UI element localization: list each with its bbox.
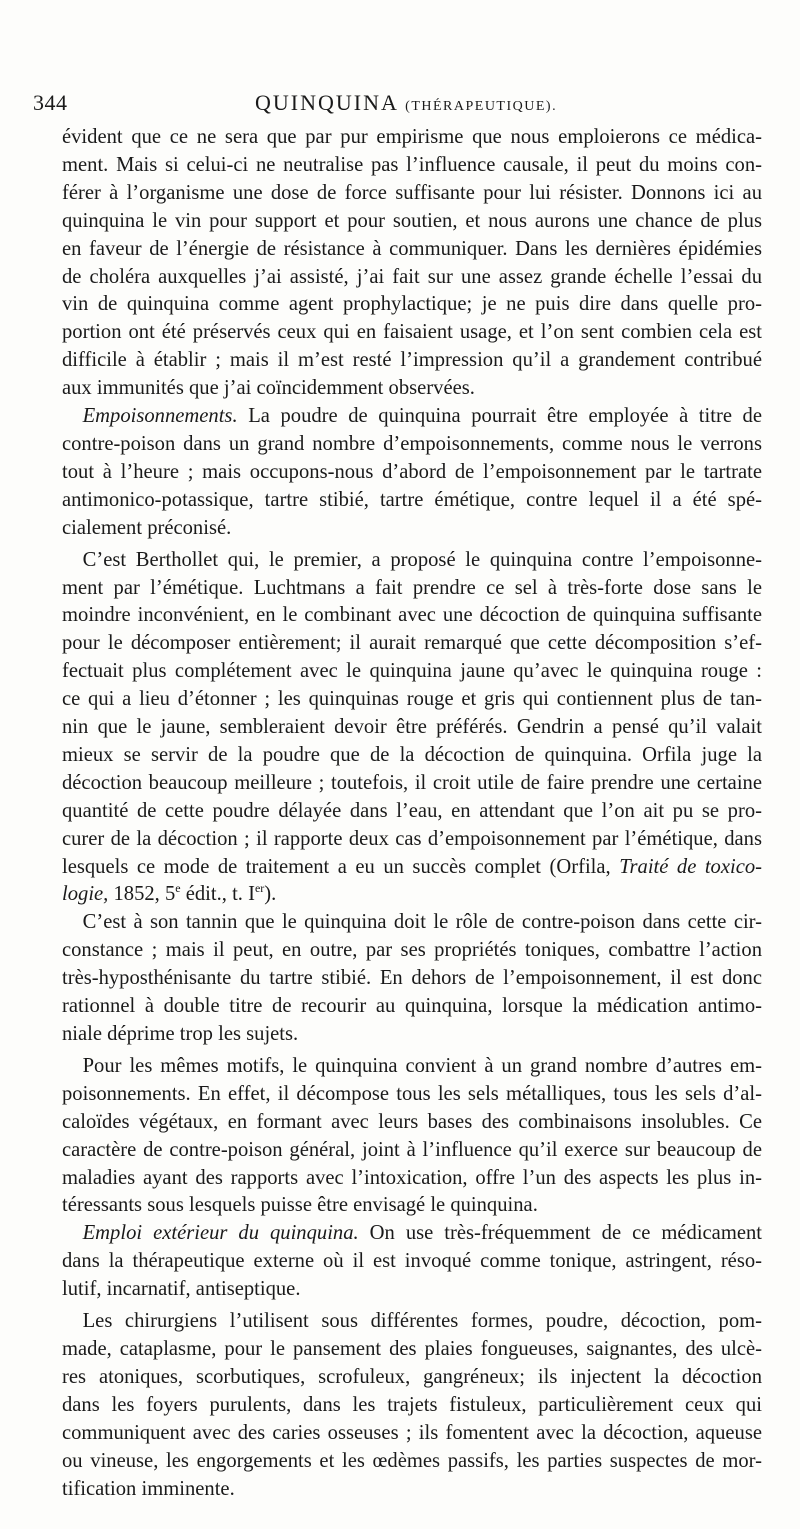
text-line: ment par l’émétique. Luchtmans a fait prendre ce sel à très-forte dose sans le bbox=[62, 576, 762, 599]
text-line: vin de quinquina comme agent prophylactique; je ne puis dire dans quelle pro- bbox=[62, 293, 762, 316]
text-line bbox=[62, 1220, 762, 1248]
text-line: made, cataplasme, pour le pansement des plaies fongueuses, saignantes, des ulcè- bbox=[62, 1337, 762, 1360]
text-line: difficile à établir ; mais il m’est resté l’impression qu’il a grandement contribué bbox=[62, 349, 762, 372]
citation-sup: er bbox=[254, 881, 265, 896]
text-line bbox=[62, 881, 762, 909]
text-line: mieux se servir de la poudre que de la décoction de quinquina. Orfila juge la bbox=[62, 743, 762, 766]
text-fragment: C’est à son tannin que le quinquina doit le rôle de contre-poison dans cette cir- bbox=[82, 911, 762, 934]
text-line: caloïdes végétaux, en formant avec leurs bases des combinaisons insolubles. Ce bbox=[62, 1110, 762, 1133]
text-line: quantité de cette poudre délayée dans l’eau, en attendant que l’on ait pu se pro- bbox=[62, 799, 762, 822]
text-line: contre-poison dans un grand nombre d’empoisonnements, comme nous le verrons bbox=[62, 432, 762, 455]
text-line: ou vineuse, les engorgements et les œdèmes passifs, les parties suspectes de mor- bbox=[62, 1449, 762, 1472]
text-fragment: lesquels ce mode de traitement a eu un succès complet (Orfila, bbox=[62, 855, 611, 878]
running-title-main: QUINQUINA bbox=[255, 90, 398, 115]
text-line: aux immunités que j’ai coïncidemment observées. bbox=[62, 377, 475, 400]
running-title bbox=[255, 90, 557, 116]
text-fragment: La poudre de quinquina pourrait être employée à titre de bbox=[237, 405, 762, 428]
paragraph-empoisonnements bbox=[62, 403, 762, 543]
text-line: téressants sous lesquels puisse être envisagé le quinquina. bbox=[62, 1194, 538, 1217]
text-line: constance ; mais il peut, en outre, par ses propriétés toniques, combattre l’action bbox=[62, 939, 762, 962]
text-line: portion ont été préservés ceux qui en faisaient usage, et l’on sent combien cela est bbox=[62, 321, 762, 344]
text-line: moindre inconvénient, en le combinant avec une décoction de quinquina suffisante bbox=[62, 604, 762, 627]
citation-year: 1852, 5 bbox=[108, 883, 176, 906]
text-line: fectuait plus complétement avec le quinquina jaune qu’avec le quinquina rouge : bbox=[62, 660, 762, 683]
text-line: rationnel à double titre de recourir au quinquina, lorsque la médication antimo- bbox=[62, 995, 762, 1018]
text-line bbox=[62, 1053, 762, 1081]
paragraph bbox=[62, 124, 762, 403]
text-line: tout à l’heure ; mais occupons-nous d’abord de l’empoisonnement par le tartrate bbox=[62, 460, 762, 483]
body-text bbox=[62, 124, 762, 1503]
paragraph bbox=[62, 1053, 762, 1220]
text-line: dans la thérapeutique externe où il est invoqué comme tonique, astringent, réso- bbox=[62, 1250, 762, 1273]
text-line bbox=[62, 909, 762, 937]
text-line: tification imminente. bbox=[62, 1477, 235, 1500]
paragraph-emploi-exterieur bbox=[62, 1220, 762, 1304]
text-line: maladies ayant des rapports avec l’intoxication, offre l’un des aspects les plus in- bbox=[62, 1166, 762, 1189]
text-fragment: On use très-fréquemment de ce médicament bbox=[358, 1222, 762, 1245]
paragraph bbox=[62, 1308, 762, 1503]
text-line: niale déprime trop les sujets. bbox=[62, 1023, 299, 1045]
running-head bbox=[33, 90, 763, 120]
text-line: évident que ce ne sera que par pur empirisme que nous emploierons ce médica- bbox=[62, 126, 762, 148]
citation-sup: e bbox=[175, 881, 181, 896]
text-line: dans les foyers purulents, dans les trajets fistuleux, particulièrement ceux qui bbox=[62, 1393, 762, 1416]
text-line: pour le décomposer entièrement; il aurait remarqué que cette décomposition s’ef- bbox=[62, 632, 762, 655]
text-line: décoction beaucoup meilleure ; toutefois, il croit utile de faire prendre une certaine bbox=[62, 771, 762, 794]
paragraph bbox=[62, 547, 762, 910]
text-line bbox=[62, 854, 762, 882]
paragraph bbox=[62, 909, 762, 1049]
citation-end: ). bbox=[264, 883, 277, 906]
citation-title: Traité de toxico- bbox=[619, 855, 762, 878]
text-fragment: Pour les mêmes motifs, le quinquina convient à un grand nombre d’autres em- bbox=[82, 1054, 762, 1077]
text-line: très-hyposthénisante du tartre stibié. En dehors de l’empoisonnement, il est donc bbox=[62, 967, 762, 990]
text-line bbox=[62, 547, 762, 575]
text-line: ce qui a lieu d’étonner ; les quinquinas rouge et gris qui contiennent plus de tan- bbox=[62, 688, 762, 711]
text-line: lutif, incarnatif, antiseptique. bbox=[62, 1278, 301, 1301]
text-line: antimonico-potassique, tartre stibié, tartre émétique, contre lequel il a été spé- bbox=[62, 488, 762, 511]
text-line bbox=[62, 1308, 762, 1336]
text-line: nin que le jaune, sembleraient devoir être préférés. Gendrin a pensé qu’il valait bbox=[62, 716, 762, 739]
text-line: res atoniques, scorbutiques, scrofuleux, gangréneux; ils injectent la décoction bbox=[62, 1365, 762, 1388]
text-line: quinquina le vin pour support et pour soutien, et nous aurons une chance de plus bbox=[62, 209, 762, 232]
citation-edition: édit., t. I bbox=[180, 883, 255, 906]
text-line: ment. Mais si celui-ci ne neutralise pas l’influence causale, il peut du moins con- bbox=[62, 153, 762, 176]
citation-title-cont: logie, bbox=[62, 883, 109, 906]
text-line bbox=[62, 403, 762, 431]
page-number: 344 bbox=[33, 90, 68, 115]
text-line: poisonnements. En effet, il décompose tous les sels métalliques, tous les sels d’al- bbox=[62, 1082, 762, 1105]
text-line: en faveur de l’énergie de résistance à communiquer. Dans les dernières épidémies bbox=[62, 237, 762, 260]
text-line: caractère de contre-poison général, joint à l’influence qu’il exerce sur beaucoup de bbox=[62, 1138, 762, 1161]
section-heading-italic: Emploi extérieur du quinquina. bbox=[82, 1222, 359, 1245]
text-line: férer à l’organisme une dose de force suffisante pour lui résister. Donnons ici au bbox=[62, 181, 762, 204]
text-line: de choléra auxquelles j’ai assisté, j’ai fait sur une assez grande échelle l’essai du bbox=[62, 265, 762, 288]
text-line: cialement préconisé. bbox=[62, 516, 232, 539]
text-line: curer de la décoction ; il rapporte deux cas d’empoisonnement par l’émétique, dans bbox=[62, 827, 762, 850]
section-heading-italic: Empoisonnements. bbox=[82, 405, 238, 428]
text-line: communiquent avec des caries osseuses ; ils fomentent avec la décoction, aqueuse bbox=[62, 1421, 762, 1444]
text-fragment: C’est Berthollet qui, le premier, a proposé le quinquina contre l’empoisonne- bbox=[82, 548, 762, 571]
text-fragment: Les chirurgiens l’utilisent sous différentes formes, poudre, décoction, pom- bbox=[82, 1310, 762, 1333]
running-title-sub: (THÉRAPEUTIQUE). bbox=[405, 99, 558, 114]
